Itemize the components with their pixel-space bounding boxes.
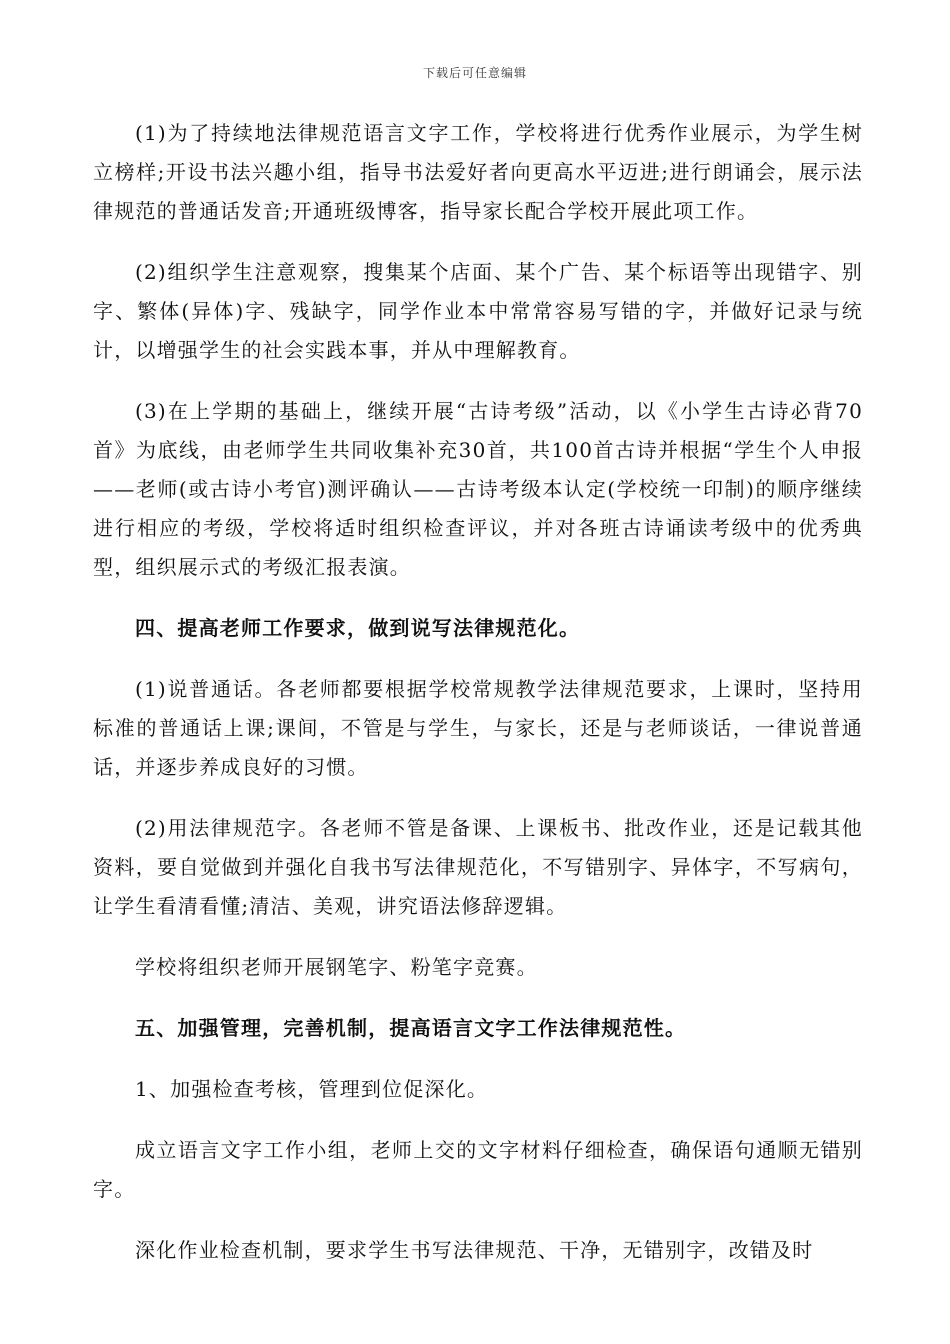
page-header: 下载后可任意编辑 [422,66,527,80]
paragraph-activities: (1)为了持续地法律规范语言文字工作，学校将进行优秀作业展示，为学生树立榜样;开设书法兴趣小组，指导书法爱好者向更高水平迈进;进行朗诵会，展示法律规范的普通话发音;开通班级博客，指导家长配合学校开展此项工作。 [93,121,863,223]
paragraph-competition: 学校将组织老师开展钢笔字、粉笔字竞赛。 [135,955,538,979]
paragraph-mandarin: (1)说普通话。各老师都要根据学校常规教学法律规范要求，上课时，坚持用标准的普通话上课;课间，不管是与学生，与家长，还是与老师谈话，一律说普通话，并逐步养成良好的习惯。 [93,677,863,779]
section-heading-four: 四、提高老师工作要求，做到说写法律规范化。 [135,616,581,640]
document-body [93,114,863,1292]
paragraph-inspection: 1、加强检查考核，管理到位促深化。 [135,1077,489,1101]
paragraph-observation: (2)组织学生注意观察，搜集某个店面、某个广告、某个标语等出现错字、别字、繁体(异体)字、残缺字，同学作业本中常常容易写错的字，并做好记录与统计，以增强学生的社会实践本事，并从中理解教育。 [93,260,863,362]
section-heading-five: 五、加强管理，完善机制，提高语言文字工作法律规范性。 [135,1016,687,1040]
paragraph-poetry-grading: (3)在上学期的基础上，继续开展“古诗考级”活动，以《小学生古诗必背70首》为底线，由老师学生共同收集补充30首，共100首古诗并根据“学生个人申报——老师(或古诗小考官)测评确认——古诗考级本认定(学校统一印制)的顺序继续进行相应的考级，学校将适时组织检查评议，并对各班古诗诵读考级中的优秀典型，组织展示式的考级汇报表演。 [93,399,863,579]
paragraph-homework-check: 深化作业检查机制，要求学生书写法律规范、干净，无错别字，改错及时 [135,1238,814,1262]
paragraph-standard-characters: (2)用法律规范字。各老师不管是备课、上课板书、批改作业，还是记载其他资料，要自觉做到并强化自我书写法律规范化，不写错别字、异体字，不写病句，让学生看清看懂;清洁、美观，讲究语法修辞逻辑。 [93,816,863,918]
paragraph-working-group: 成立语言文字工作小组，老师上交的文字材料仔细检查，确保语句通顺无错别字。 [93,1138,863,1201]
